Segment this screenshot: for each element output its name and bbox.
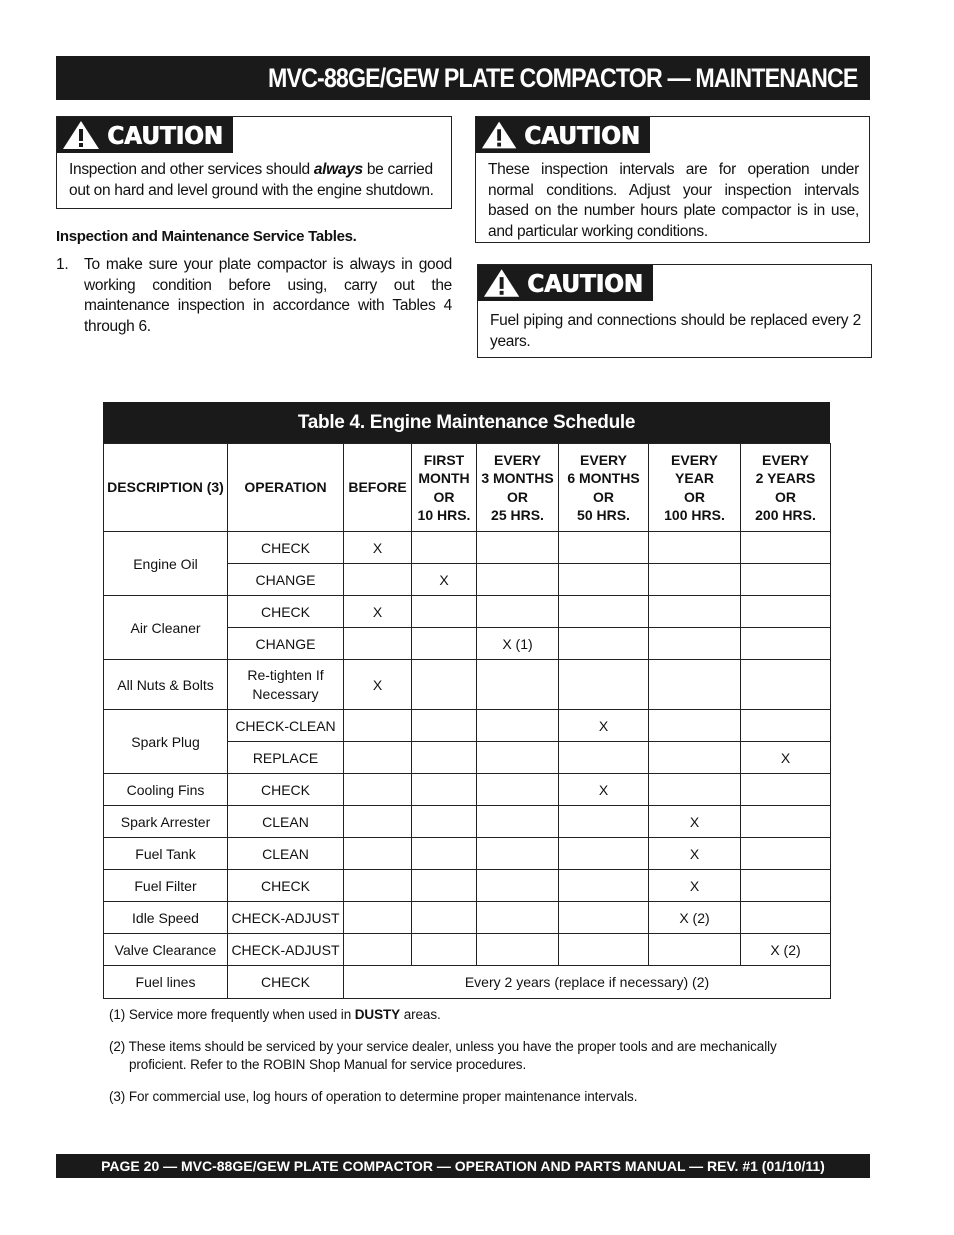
cell — [477, 596, 559, 628]
header-line: OR — [507, 488, 528, 505]
caution-label: CAUTION — [107, 120, 223, 150]
header-line: 50 HRS. — [577, 507, 630, 523]
cell — [344, 628, 412, 660]
row-operation: CHECK — [228, 966, 344, 999]
cell — [741, 870, 831, 902]
row-operation: CLEAN — [228, 838, 344, 870]
table-row — [104, 596, 831, 628]
cell-three-months: X (1) — [477, 628, 559, 660]
warning-triangle-icon — [480, 119, 518, 151]
row-description: Air Cleaner — [104, 596, 228, 660]
cell — [741, 628, 831, 660]
cell — [344, 806, 412, 838]
cell — [477, 660, 559, 710]
row-description: Idle Speed — [104, 902, 228, 934]
list-item — [56, 255, 452, 337]
page-title: MVC-88GE/GEW PLATE COMPACTOR — MAINTENANCE — [268, 62, 858, 93]
footnote-3: (3) For commercial use, log hours of operation to determine proper maintenance intervals. — [109, 1089, 638, 1104]
row-description: Fuel Filter — [104, 870, 228, 902]
row-description: Spark Plug — [104, 710, 228, 774]
cell-before: X — [344, 596, 412, 628]
caution-box-inspection — [56, 116, 452, 209]
list-number: 1. — [56, 256, 69, 273]
cell — [412, 742, 477, 774]
cell-before: X — [344, 532, 412, 564]
cell — [477, 564, 559, 596]
cell — [344, 902, 412, 934]
cell — [649, 564, 741, 596]
footnote-2 — [109, 1038, 809, 1074]
cell — [649, 934, 741, 966]
cell-year: X — [649, 838, 741, 870]
caution-header — [476, 117, 650, 153]
cell — [559, 838, 649, 870]
cell — [344, 774, 412, 806]
operation-line: Re-tighten If — [247, 666, 324, 683]
table-row — [104, 966, 831, 999]
cell-two-years: X — [741, 742, 831, 774]
cell — [477, 742, 559, 774]
cell — [559, 742, 649, 774]
row-description: Valve Clearance — [104, 934, 228, 966]
cell — [649, 532, 741, 564]
cell — [649, 710, 741, 742]
caution-emphasis: always — [313, 161, 363, 178]
cell — [412, 660, 477, 710]
cell — [477, 902, 559, 934]
caution-box-intervals — [475, 116, 870, 243]
cell-first-month: X — [412, 564, 477, 596]
cell — [741, 774, 831, 806]
header-line: EVERY — [580, 451, 627, 468]
header-year — [649, 444, 741, 532]
table-row — [104, 934, 831, 966]
cell — [649, 742, 741, 774]
section-heading: Inspection and Maintenance Service Tables. — [56, 228, 357, 245]
cell — [649, 628, 741, 660]
caution-box-fuel-piping — [477, 264, 872, 358]
header-before: BEFORE — [344, 444, 412, 532]
operation-line: Necessary — [252, 685, 319, 702]
row-operation: CHECK-ADJUST — [228, 902, 344, 934]
header-line: FIRST — [423, 451, 465, 468]
page-title-bar — [56, 56, 870, 100]
cell — [741, 902, 831, 934]
page-footer — [56, 1154, 870, 1178]
cell — [344, 742, 412, 774]
header-line: OR — [775, 488, 796, 505]
caution-label: CAUTION — [527, 268, 643, 298]
header-line: OR — [433, 488, 455, 505]
header-line: EVERY — [494, 451, 541, 468]
table-row — [104, 870, 831, 902]
row-operation: CHANGE — [228, 564, 344, 596]
footnote-text: (1) Service more frequently when used in — [109, 1007, 355, 1022]
footnote-line: proficient. Refer to the ROBIN Shop Manual for service procedures. — [129, 1057, 527, 1072]
cell — [741, 532, 831, 564]
footnote-1 — [109, 1006, 809, 1024]
caution-text: These inspection intervals are for operation under normal conditions. Adjust your inspection intervals based on the number hours plate compactor is in use, and particular working conditions. — [488, 161, 859, 240]
table-title: Table 4. Engine Maintenance Schedule — [103, 402, 830, 443]
row-operation: CHECK — [228, 774, 344, 806]
row-operation: CHANGE — [228, 628, 344, 660]
header-line: OR — [593, 488, 614, 505]
schedule-table — [103, 443, 831, 999]
header-first-month — [412, 444, 477, 532]
table-row — [104, 806, 831, 838]
cell — [412, 710, 477, 742]
cell-year: X — [649, 806, 741, 838]
cell — [344, 870, 412, 902]
cell — [344, 934, 412, 966]
cell — [741, 838, 831, 870]
caution-text: Fuel piping and connections should be replaced every 2 years. — [490, 312, 861, 350]
row-description: All Nuts & Bolts — [104, 660, 228, 710]
row-description: Spark Arrester — [104, 806, 228, 838]
cell — [559, 934, 649, 966]
cell-year: X — [649, 870, 741, 902]
warning-triangle-icon — [482, 267, 521, 299]
cell — [477, 806, 559, 838]
table-row — [104, 710, 831, 742]
warning-triangle-icon — [61, 119, 101, 151]
cell — [477, 838, 559, 870]
list-text: To make sure your plate compactor is always in good working condition before using, carry out the maintenance inspection in accordance with Tables 4 through 6. — [84, 256, 452, 335]
cell — [412, 838, 477, 870]
caution-header — [478, 265, 653, 301]
row-operation: REPLACE — [228, 742, 344, 774]
cell — [477, 870, 559, 902]
cell — [477, 710, 559, 742]
row-description: Fuel lines — [104, 966, 228, 999]
header-line: YEAR — [675, 470, 714, 486]
row-operation: CHECK — [228, 870, 344, 902]
cell — [344, 564, 412, 596]
cell — [477, 934, 559, 966]
cell — [741, 564, 831, 596]
cell — [477, 532, 559, 564]
cell-six-months: X — [559, 710, 649, 742]
row-operation: CHECK-ADJUST — [228, 934, 344, 966]
header-line: 6 MONTHS — [567, 470, 640, 486]
footnote-line: (2) These items should be serviced by your service dealer, unless you have the proper tools and are mechanically — [109, 1039, 777, 1054]
cell — [412, 774, 477, 806]
cell — [559, 532, 649, 564]
row-operation: CHECK-CLEAN — [228, 710, 344, 742]
row-operation — [228, 660, 344, 710]
cell — [741, 806, 831, 838]
header-two-years — [741, 444, 831, 532]
caution-text-part: be carried out on hard and level ground with the engine shutdown. — [69, 161, 434, 199]
cell — [559, 902, 649, 934]
header-line: 2 YEARS — [755, 470, 816, 486]
cell — [412, 532, 477, 564]
cell — [412, 628, 477, 660]
cell — [559, 806, 649, 838]
cell — [649, 660, 741, 710]
cell-six-months: X — [559, 774, 649, 806]
cell-before: X — [344, 660, 412, 710]
cell — [559, 870, 649, 902]
row-operation: CLEAN — [228, 806, 344, 838]
cell — [741, 710, 831, 742]
fuel-lines-note: Every 2 years (replace if necessary) (2) — [344, 966, 831, 999]
row-operation: CHECK — [228, 596, 344, 628]
row-description: Fuel Tank — [104, 838, 228, 870]
table-header-row — [104, 444, 831, 532]
cell — [649, 774, 741, 806]
row-description: Cooling Fins — [104, 774, 228, 806]
cell-two-years: X (2) — [741, 934, 831, 966]
header-six-months — [559, 444, 649, 532]
header-line: 25 HRS. — [491, 507, 544, 523]
cell — [344, 838, 412, 870]
header-line: MONTH — [418, 470, 470, 486]
footer-text: PAGE 20 — MVC-88GE/GEW PLATE COMPACTOR — OPERATION AND PARTS MANUAL — REV. #1 (01/10/11) — [101, 1158, 825, 1174]
table-row — [104, 532, 831, 564]
row-operation: CHECK — [228, 532, 344, 564]
cell — [477, 774, 559, 806]
table-row — [104, 838, 831, 870]
cell — [412, 596, 477, 628]
cell — [741, 660, 831, 710]
header-line: OR — [684, 488, 705, 505]
cell — [412, 934, 477, 966]
header-line: 100 HRS. — [664, 507, 725, 523]
cell — [559, 628, 649, 660]
footnote-text: areas. — [400, 1007, 441, 1022]
header-three-months — [477, 444, 559, 532]
cell — [412, 902, 477, 934]
header-line: 10 HRS. — [417, 507, 471, 523]
row-description: Engine Oil — [104, 532, 228, 596]
cell — [559, 596, 649, 628]
cell — [559, 564, 649, 596]
caution-label: CAUTION — [524, 120, 640, 150]
footnote-bold: DUSTY — [354, 1007, 401, 1022]
header-line: EVERY — [762, 451, 809, 468]
caution-text-part: Inspection and other services should — [69, 161, 314, 178]
cell — [559, 660, 649, 710]
cell — [344, 710, 412, 742]
header-line: EVERY — [671, 451, 718, 468]
cell — [412, 806, 477, 838]
header-operation: OPERATION — [228, 444, 344, 532]
maintenance-table — [103, 402, 830, 999]
table-row — [104, 774, 831, 806]
table-row — [104, 660, 831, 710]
cell — [412, 870, 477, 902]
table-row — [104, 902, 831, 934]
cell — [741, 596, 831, 628]
caution-text — [69, 160, 441, 201]
caution-header — [57, 117, 233, 153]
header-description: DESCRIPTION (3) — [104, 444, 228, 532]
header-line: 200 HRS. — [755, 507, 816, 523]
header-line: 3 MONTHS — [481, 470, 554, 486]
cell-year: X (2) — [649, 902, 741, 934]
cell — [649, 596, 741, 628]
